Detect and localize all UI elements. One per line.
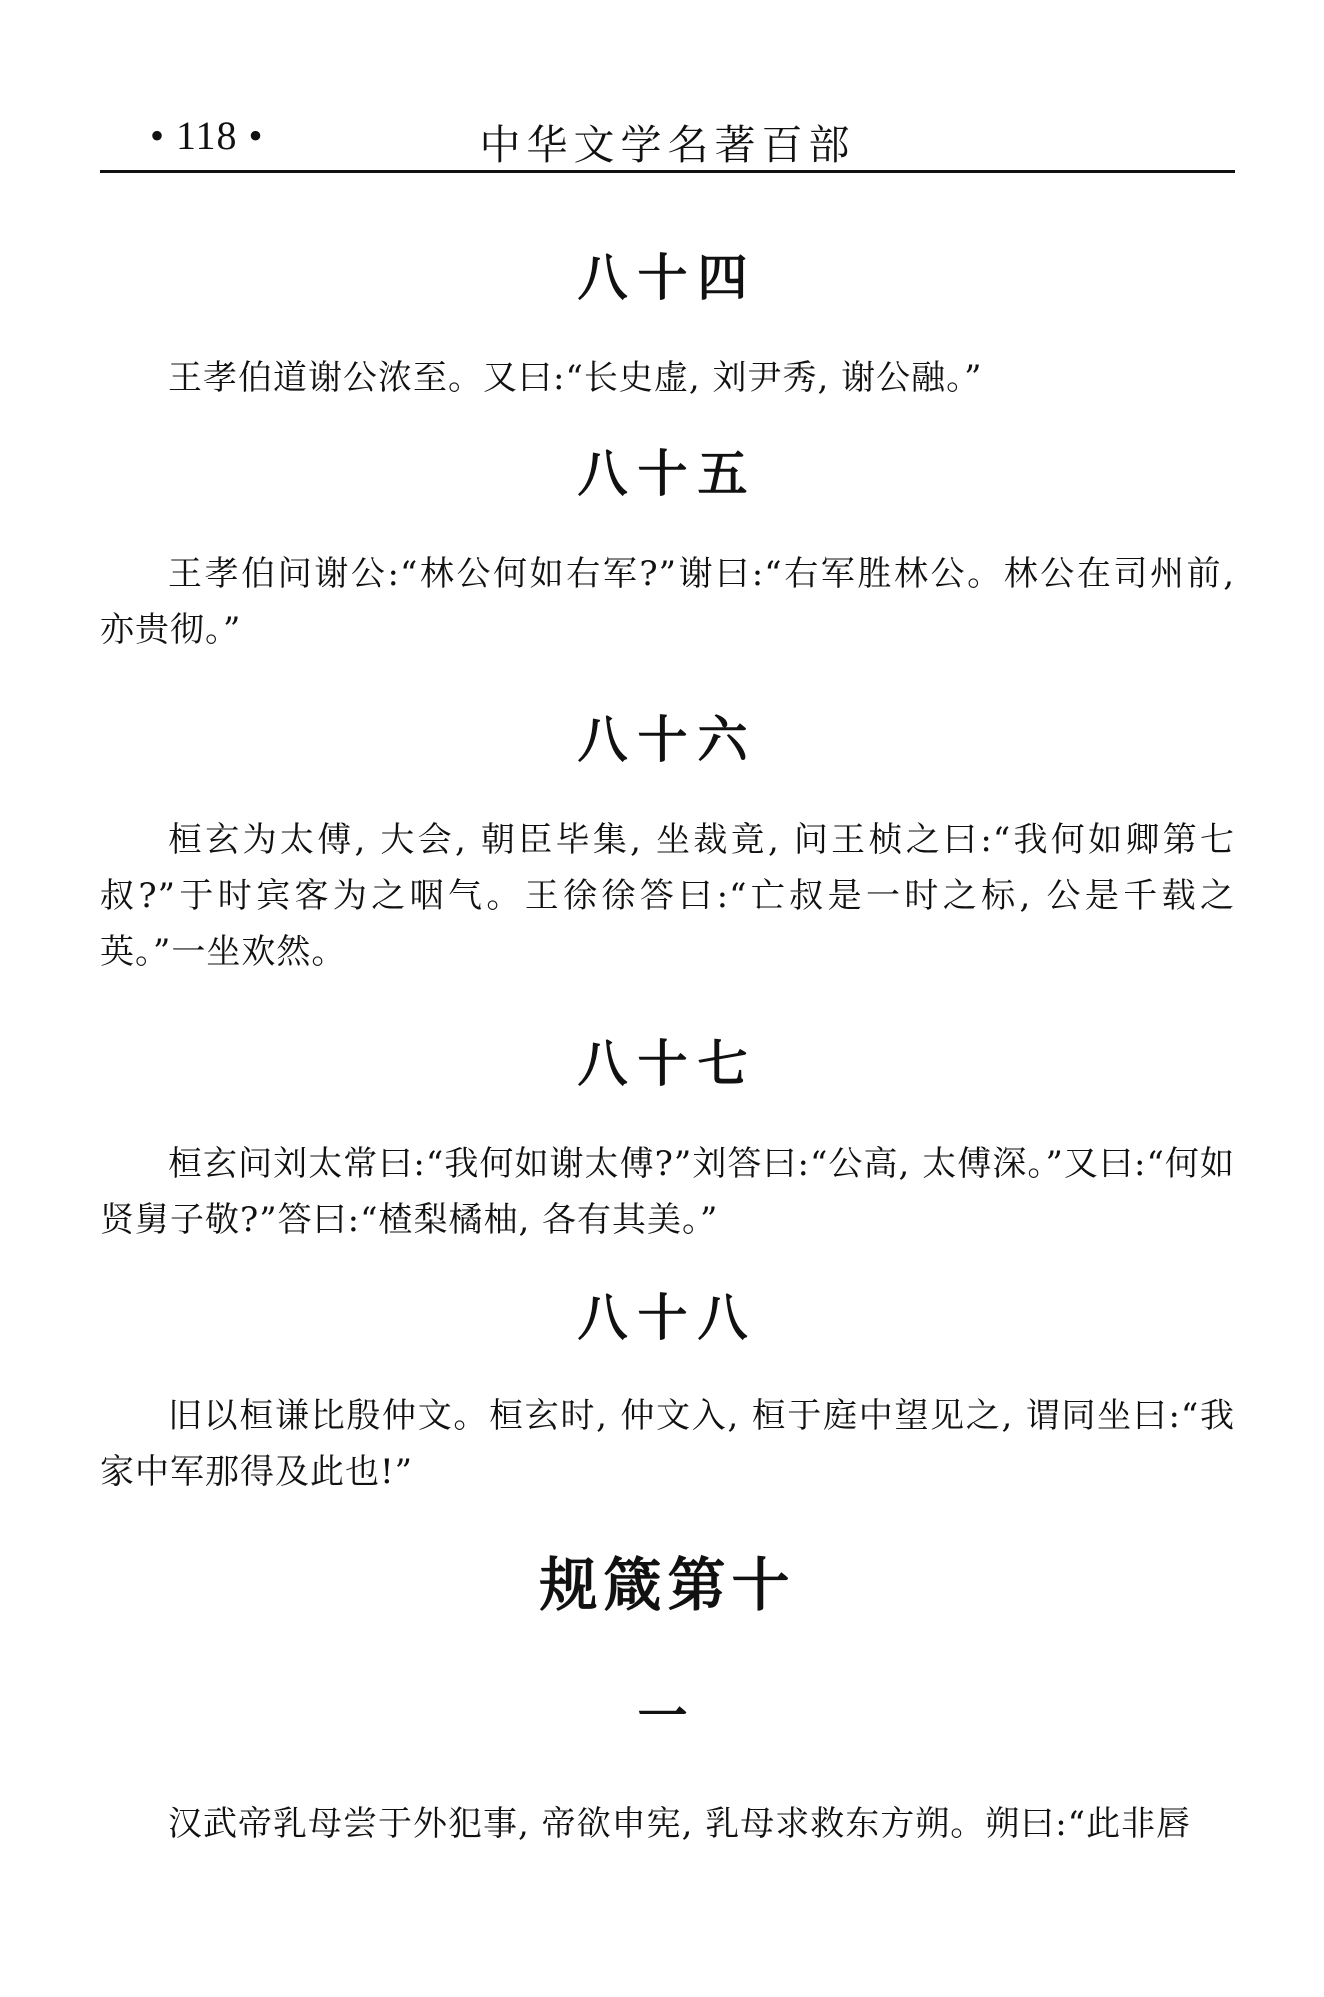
paragraph-1: 汉武帝乳母尝于外犯事, 帝欲申宪, 乳母求救东方朔。朔曰:“此非唇 <box>168 1804 1192 1844</box>
section-title-84: 八十四 <box>577 249 758 307</box>
section-title-86: 八十六 <box>577 711 758 769</box>
header-rule <box>100 170 1235 173</box>
page-number: • 118 • <box>150 113 264 158</box>
section-title-87: 八十七 <box>577 1035 758 1093</box>
section-title-1: 一 <box>637 1687 698 1745</box>
paragraph-86: 桓玄为太傅, 大会, 朝臣毕集, 坐裁竟, 问王桢之曰:“我何如卿第七叔?”于时宾客为之咽气。王徐徐答曰:“亡叔是一时之标, 公是千载之英。”一坐欢然。 <box>100 820 1235 972</box>
section-title-85: 八十五 <box>577 445 758 503</box>
paragraph-84: 王孝伯道谢公浓至。又曰:“长史虚, 刘尹秀, 谢公融。” <box>168 358 983 398</box>
paragraph-88: 旧以桓谦比殷仲文。桓玄时, 仲文入, 桓于庭中望见之, 谓同坐曰:“我家中军那得及此也!” <box>100 1396 1235 1492</box>
chapter-title: 规箴第十 <box>539 1551 796 1619</box>
page-body <box>100 249 1235 1852</box>
section-title-88: 八十八 <box>577 1289 758 1347</box>
running-title: 中华文学名著百部 <box>479 121 856 169</box>
paragraph-85: 王孝伯问谢公:“林公何如右军?”谢曰:“右军胜林公。林公在司州前, 亦贵彻。” <box>100 554 1235 650</box>
paragraph-87: 桓玄问刘太常曰:“我何如谢太傅?”刘答曰:“公高, 太傅深。”又曰:“何如贤舅子敬?”答曰:“楂梨橘柚, 各有其美。” <box>100 1144 1235 1240</box>
page-header <box>100 108 1235 168</box>
